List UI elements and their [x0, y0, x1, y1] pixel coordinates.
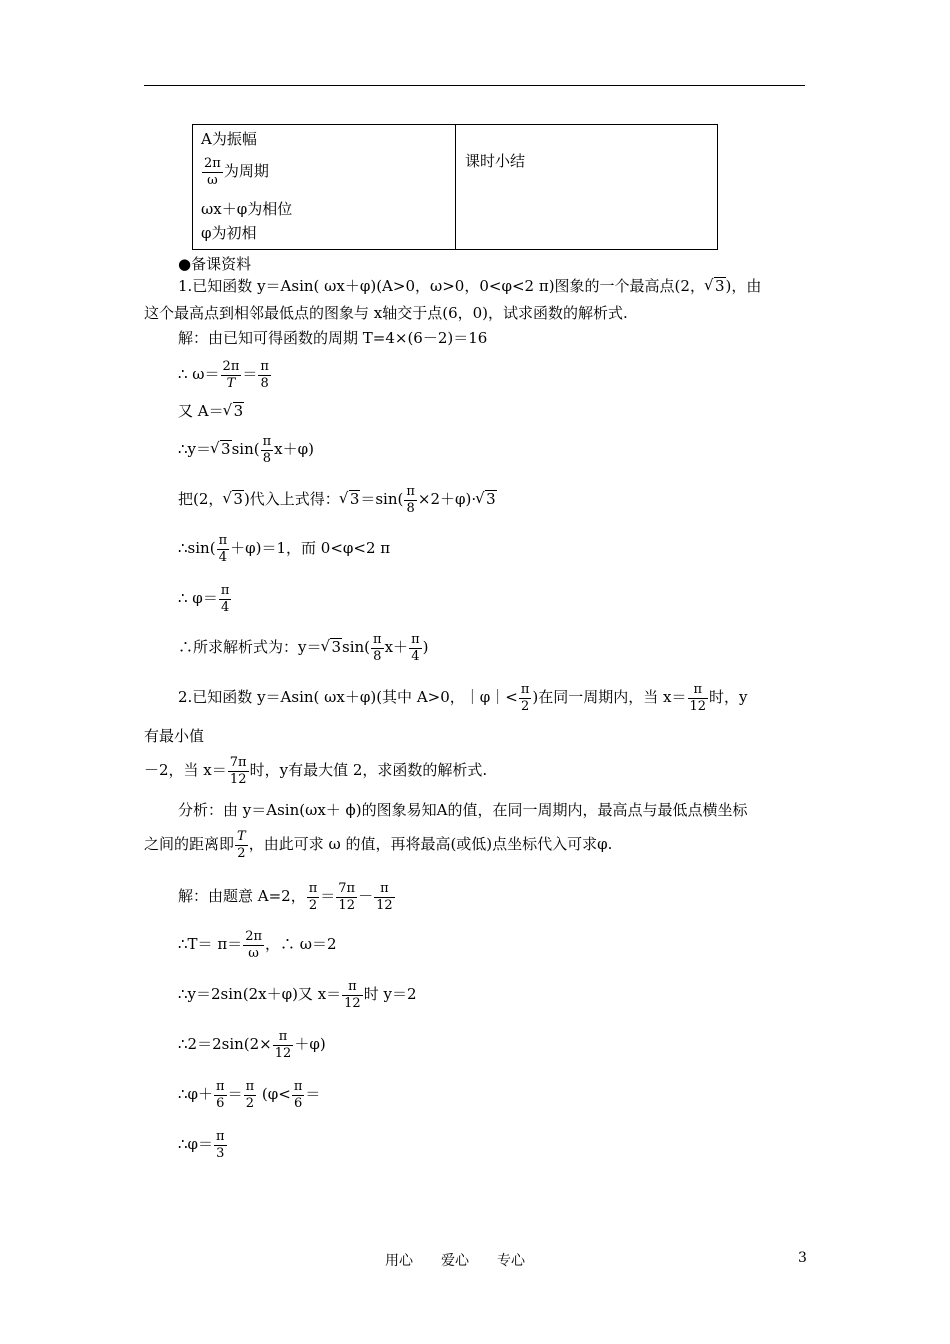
- p2-line1: 2.已知函数 y＝Asin( ωx＋φ)(其中 A>0，｜φ｜< $\frac{\pi}{2}$ )在同一周期内，当 x＝ $\frac{\pi}{12}$ 时，y: [178, 681, 748, 714]
- p2-line2: 有最小值: [144, 727, 205, 745]
- p2-analysis-line2: 之间的距离即 $\frac{T}{2}$ ，由此可求 ω 的值，再将最高(或低)点坐标代入可求φ.: [144, 828, 613, 861]
- p1-amplitude: 又 A＝√ 3: [178, 401, 244, 421]
- p2-solution-line1: 解：由题意 A=2， $\frac{\pi}{2}$ ＝ $\frac{7\pi}{12}$ － $\frac{\pi}{12}$: [178, 880, 393, 913]
- page-number: 3: [798, 1250, 807, 1266]
- summary-table: [192, 124, 718, 250]
- p2-period: ∴T＝ π＝ $\frac{2\pi}{\omega}$ ，∴ ω＝2: [178, 928, 337, 961]
- p1-line1: 1.已知函数 y＝Asin( ωx＋φ)(A>0，ω>0，0<φ<2 π)图象的一个最高点(2，√ 3)，由: [178, 276, 761, 296]
- footer-text: 用心 爱心 专心: [385, 1253, 525, 1269]
- table-cell-summary: 课时小结: [465, 152, 526, 170]
- table-line-initial-phase: φ为初相: [201, 224, 257, 242]
- p1-line2: 这个最高点到相邻最低点的图象与 x轴交于点(6，0)，试求函数的解析式.: [144, 304, 628, 322]
- p1-substitute: 把(2，√ 3)代入上式得：√ 3＝sin( $\frac{\pi}{8}$ ×2＋φ)·√ 3: [178, 481, 497, 517]
- table-divider: [455, 125, 456, 249]
- table-line-phase: ωx＋φ为相位: [201, 200, 293, 218]
- period-fraction: $\frac{2\pi}{\omega}$: [204, 155, 221, 188]
- table-line-period: $\frac{2\pi}{\omega}$ 为周期: [204, 155, 269, 188]
- p1-line3: 解：由已知可得函数的周期 T=4×(6－2)＝16: [178, 329, 488, 347]
- p1-answer: ∴所求解析式为：y＝√ 3sin( $\frac{\pi}{8}$ x＋ $\frac{\pi}{4}$ ): [178, 629, 428, 665]
- p2-phi: ∴φ＝ $\frac{\pi}{3}$: [178, 1128, 225, 1161]
- p1-phi: ∴ φ＝ $\frac{\pi}{4}$: [178, 582, 230, 615]
- section-title: ●备课资料: [178, 255, 252, 273]
- p2-phi-equation: ∴φ＋ $\frac{\pi}{6}$ ＝ $\frac{\pi}{2}$ (φ< $\frac{\pi}{6}$ ＝: [178, 1078, 321, 1111]
- p1-function: ∴y＝√ 3sin( $\frac{\pi}{8}$ x＋φ): [178, 431, 314, 467]
- p2-substitute: ∴2＝2sin(2× $\frac{\pi}{12}$ ＋φ): [178, 1028, 326, 1061]
- table-line-amplitude: A为振幅: [201, 130, 257, 148]
- p1-omega: ∴ ω＝ $\frac{2\pi}{T}$ ＝ $\frac{\pi}{8}$: [178, 358, 269, 391]
- p2-line3: －2，当 x＝ $\frac{7\pi}{12}$ 时，y有最大值 2，求函数的解析式.: [144, 754, 488, 787]
- p2-analysis-line1: 分析：由 y＝Asin(ωx＋ ϕ)的图象易知A的值，在同一周期内，最高点与最低点横坐标: [178, 801, 748, 819]
- p2-function: ∴y＝2sin(2x＋φ)又 x＝ $\frac{\pi}{12}$ 时 y＝2: [178, 978, 417, 1011]
- header-rule: [144, 85, 805, 86]
- p1-sin-equation: ∴sin( $\frac{\pi}{4}$ ＋φ)＝1，而 0<φ<2 π: [178, 532, 391, 565]
